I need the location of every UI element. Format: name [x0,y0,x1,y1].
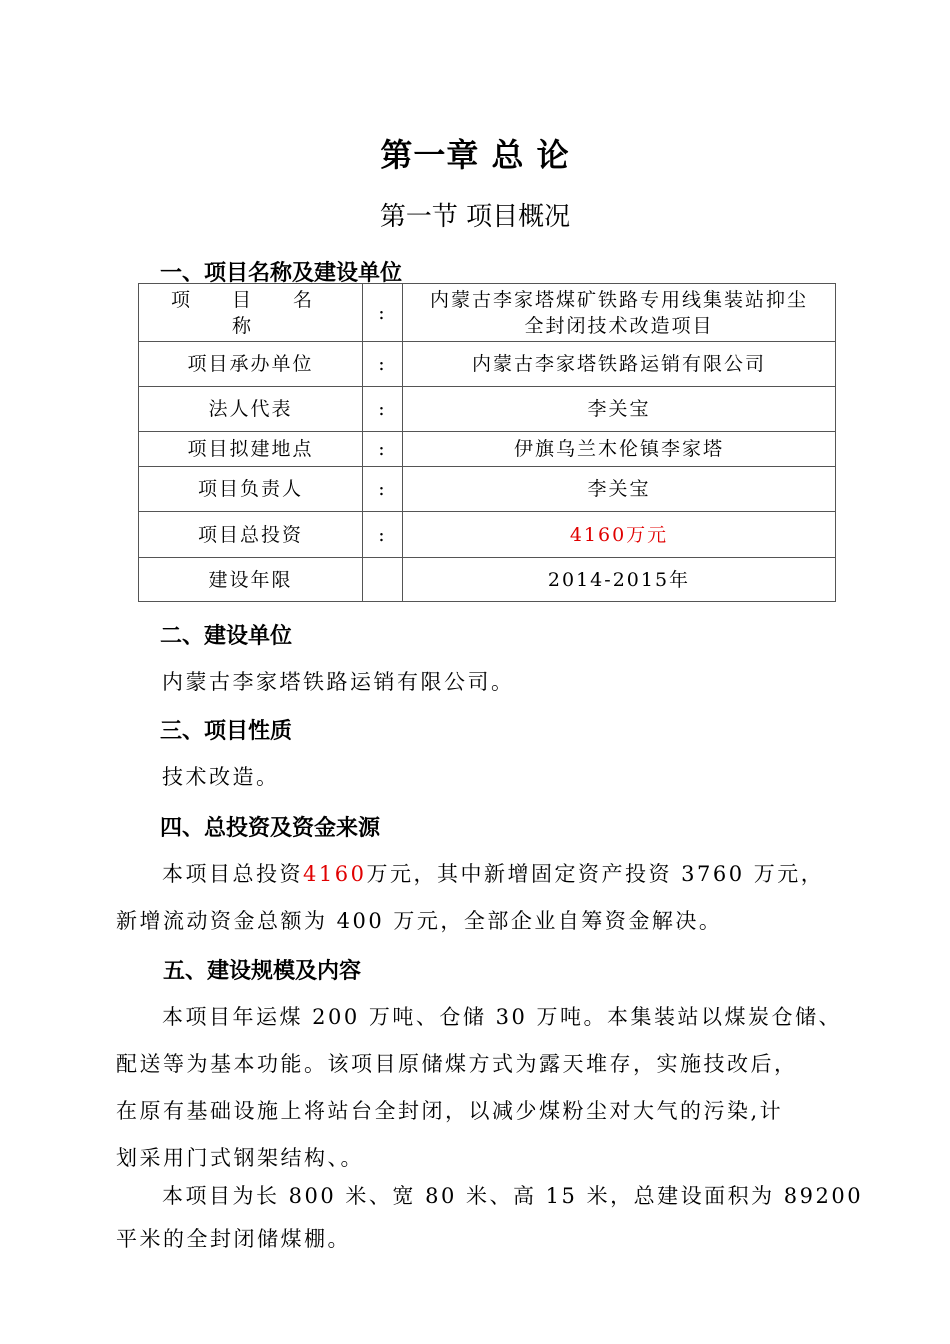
investment-amount: 4160 [303,862,367,886]
heading-scale: 五、建设规模及内容 [163,959,362,984]
paragraph-scale-line4: 划采用门式钢架结构、。 [116,1146,364,1170]
row-value: 2014-2015年 [403,558,836,602]
row-separator: : [363,284,403,342]
total-investment-value: 4160万元 [403,512,836,558]
row-value: 伊旗乌兰木伦镇李家塔 [403,432,836,467]
heading-investment: 四、总投资及资金来源 [160,816,381,841]
row-label: 项目总投资 [139,512,363,558]
row-separator: : [363,432,403,467]
row-label: 项目承办单位 [139,342,363,387]
row-label: 项目负责人 [139,467,363,512]
row-separator [363,558,403,602]
table-row [139,432,836,467]
row-value: 李关宝 [403,467,836,512]
table-row [139,342,836,387]
paragraph-scale-line3: 在原有基础设施上将站台全封闭，以减少煤粉尘对大气的污染,计 [116,1099,784,1123]
row-separator: : [363,512,403,558]
chapter-title: 第一章 总 论 [380,136,570,174]
heading-construction-unit: 二、建设单位 [160,624,293,649]
row-value: 李关宝 [403,387,836,432]
row-label: 项目拟建地点 [139,432,363,467]
row-separator: : [363,467,403,512]
paragraph-scale-line1: 本项目年运煤 200 万吨、仓储 30 万吨。本集装站以煤炭仓储、 [162,1005,843,1029]
table-row [139,387,836,432]
row-label: 项 目 名 称 [139,284,363,342]
row-value: 内蒙古李家塔铁路运销有限公司 [403,342,836,387]
paragraph-nature: 技术改造。 [162,765,280,789]
paragraph-investment-line1 [162,858,824,888]
row-value [403,284,836,342]
section-title: 第一节 项目概况 [379,202,571,232]
paragraph-unit: 内蒙古李家塔铁路运销有限公司。 [162,670,515,694]
row-label: 法人代表 [139,387,363,432]
table-row [139,558,836,602]
row-label: 建设年限 [139,558,363,602]
table-row [139,512,836,558]
investment-text: 万元，其中新增固定资产投资 3760 万元， [366,862,825,886]
table-row [139,284,836,342]
paragraph-investment-line2: 新增流动资金总额为 400 万元，全部企业自筹资金解决。 [116,909,723,933]
paragraph-scale-line5: 本项目为长 800 米、宽 80 米、高 15 米，总建设面积为 89200 [162,1184,864,1208]
row-value-line: 内蒙古李家塔煤矿铁路专用线集装站抑尘 [429,288,808,311]
table-row [139,467,836,512]
paragraph-scale-line2: 配送等为基本功能。该项目原储煤方式为露天堆存，实施技改后， [116,1052,798,1076]
project-info-table [138,283,836,602]
heading-project-nature: 三、项目性质 [160,719,293,744]
row-separator: : [363,387,403,432]
row-value-line: 全封闭技术改造项目 [524,314,714,337]
investment-text: 本项目总投资 [162,862,303,886]
heading-project-name: 一、项目名称及建设单位 [160,261,403,286]
row-separator: : [363,342,403,387]
paragraph-scale-line6: 平米的全封闭储煤棚。 [116,1227,351,1251]
